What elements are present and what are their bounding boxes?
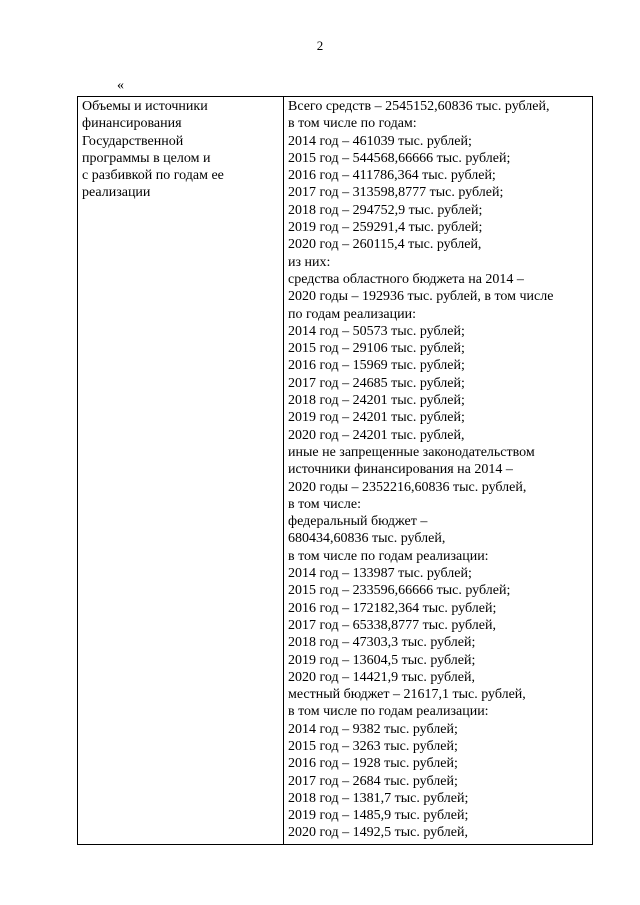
- funding-detail-line: 2016 год – 172182,364 тыс. рублей;: [288, 600, 497, 616]
- funding-detail-line: 2015 год – 544568,66666 тыс. рублей;: [288, 150, 511, 166]
- funding-detail-line: 2015 год – 29106 тыс. рублей;: [288, 341, 465, 357]
- funding-detail-line: 2014 год – 50573 тыс. рублей;: [288, 323, 465, 339]
- funding-detail-line: 2018 год – 294752,9 тыс. рублей;: [288, 202, 483, 218]
- funding-label-cell: [78, 97, 284, 845]
- funding-detail-line: 2015 год – 3263 тыс. рублей;: [288, 738, 458, 754]
- funding-detail-line: 2016 год – 411786,364 тыс. рублей;: [288, 168, 496, 184]
- funding-detail-line: иные не запрещенные законодательством: [288, 444, 535, 460]
- table-row: [78, 97, 593, 845]
- funding-detail-line: в том числе по годам:: [288, 116, 417, 132]
- funding-detail-line: 2017 год – 65338,8777 тыс. рублей,: [288, 617, 496, 633]
- funding-detail-line: 2020 годы – 2352216,60836 тыс. рублей,: [288, 479, 527, 495]
- funding-detail-line: источники финансирования на 2014 –: [288, 462, 513, 478]
- funding-label-line: с разбивкой по годам ее: [82, 168, 224, 184]
- funding-detail-line: 2020 год – 14421,9 тыс. рублей,: [288, 669, 475, 685]
- funding-detail-line: 2014 год – 461039 тыс. рублей;: [288, 133, 472, 149]
- funding-detail-line: 2015 год – 233596,66666 тыс. рублей;: [288, 583, 511, 599]
- funding-detail-line: 2020 год – 24201 тыс. рублей,: [288, 427, 465, 443]
- funding-detail-line: Всего средств – 2545152,60836 тыс. рублей,: [288, 99, 550, 114]
- funding-label-line: финансирования: [82, 116, 182, 132]
- funding-detail-line: 2020 годы – 192936 тыс. рублей, в том числе: [288, 289, 554, 305]
- funding-detail-line: 2016 год – 15969 тыс. рублей;: [288, 358, 465, 374]
- funding-detail-line: в том числе:: [288, 496, 361, 512]
- funding-detail-line: 2019 год – 1485,9 тыс. рублей;: [288, 808, 469, 824]
- funding-detail-line: по годам реализации:: [288, 306, 416, 322]
- funding-label-line: программы в целом и: [82, 150, 211, 166]
- funding-detail-line: 2017 год – 24685 тыс. рублей;: [288, 375, 465, 391]
- funding-detail-line: средства областного бюджета на 2014 –: [288, 271, 524, 287]
- funding-detail-line: федеральный бюджет –: [288, 514, 428, 530]
- funding-detail-line: 2018 год – 1381,7 тыс. рублей;: [288, 790, 469, 806]
- funding-detail-line: в том числе по годам реализации:: [288, 548, 489, 564]
- funding-label-line: Объемы и источники: [82, 99, 208, 114]
- funding-detail-line: 680434,60836 тыс. рублей,: [288, 531, 446, 547]
- funding-detail-line: 2019 год – 13604,5 тыс. рублей;: [288, 652, 476, 668]
- funding-label-line: Государственной: [82, 133, 184, 149]
- funding-detail-line: 2020 год – 1492,5 тыс. рублей,: [288, 825, 468, 841]
- funding-detail-line: 2017 год – 2684 тыс. рублей;: [288, 773, 458, 789]
- funding-detail-line: из них:: [288, 254, 331, 270]
- funding-details-cell: [284, 97, 593, 845]
- opening-quote-mark: «: [117, 78, 124, 93]
- funding-detail-line: 2019 год – 24201 тыс. рублей;: [288, 410, 465, 426]
- page-number: 2: [316, 38, 324, 53]
- program-passport-table: [77, 96, 593, 845]
- funding-detail-line: 2014 год – 9382 тыс. рублей;: [288, 721, 458, 737]
- funding-detail-line: 2019 год – 259291,4 тыс. рублей;: [288, 220, 483, 236]
- funding-detail-line: 2018 год – 47303,3 тыс. рублей;: [288, 635, 476, 651]
- funding-detail-line: 2016 год – 1928 тыс. рублей;: [288, 756, 458, 772]
- funding-detail-line: 2020 год – 260115,4 тыс. рублей,: [288, 237, 482, 253]
- funding-detail-line: в том числе по годам реализации:: [288, 704, 489, 720]
- funding-detail-line: 2014 год – 133987 тыс. рублей;: [288, 566, 472, 582]
- funding-label-line: реализации: [82, 185, 151, 201]
- funding-detail-line: 2017 год – 313598,8777 тыс. рублей;: [288, 185, 504, 201]
- funding-detail-line: 2018 год – 24201 тыс. рублей;: [288, 393, 465, 409]
- funding-detail-line: местный бюджет – 21617,1 тыс. рублей,: [288, 687, 526, 703]
